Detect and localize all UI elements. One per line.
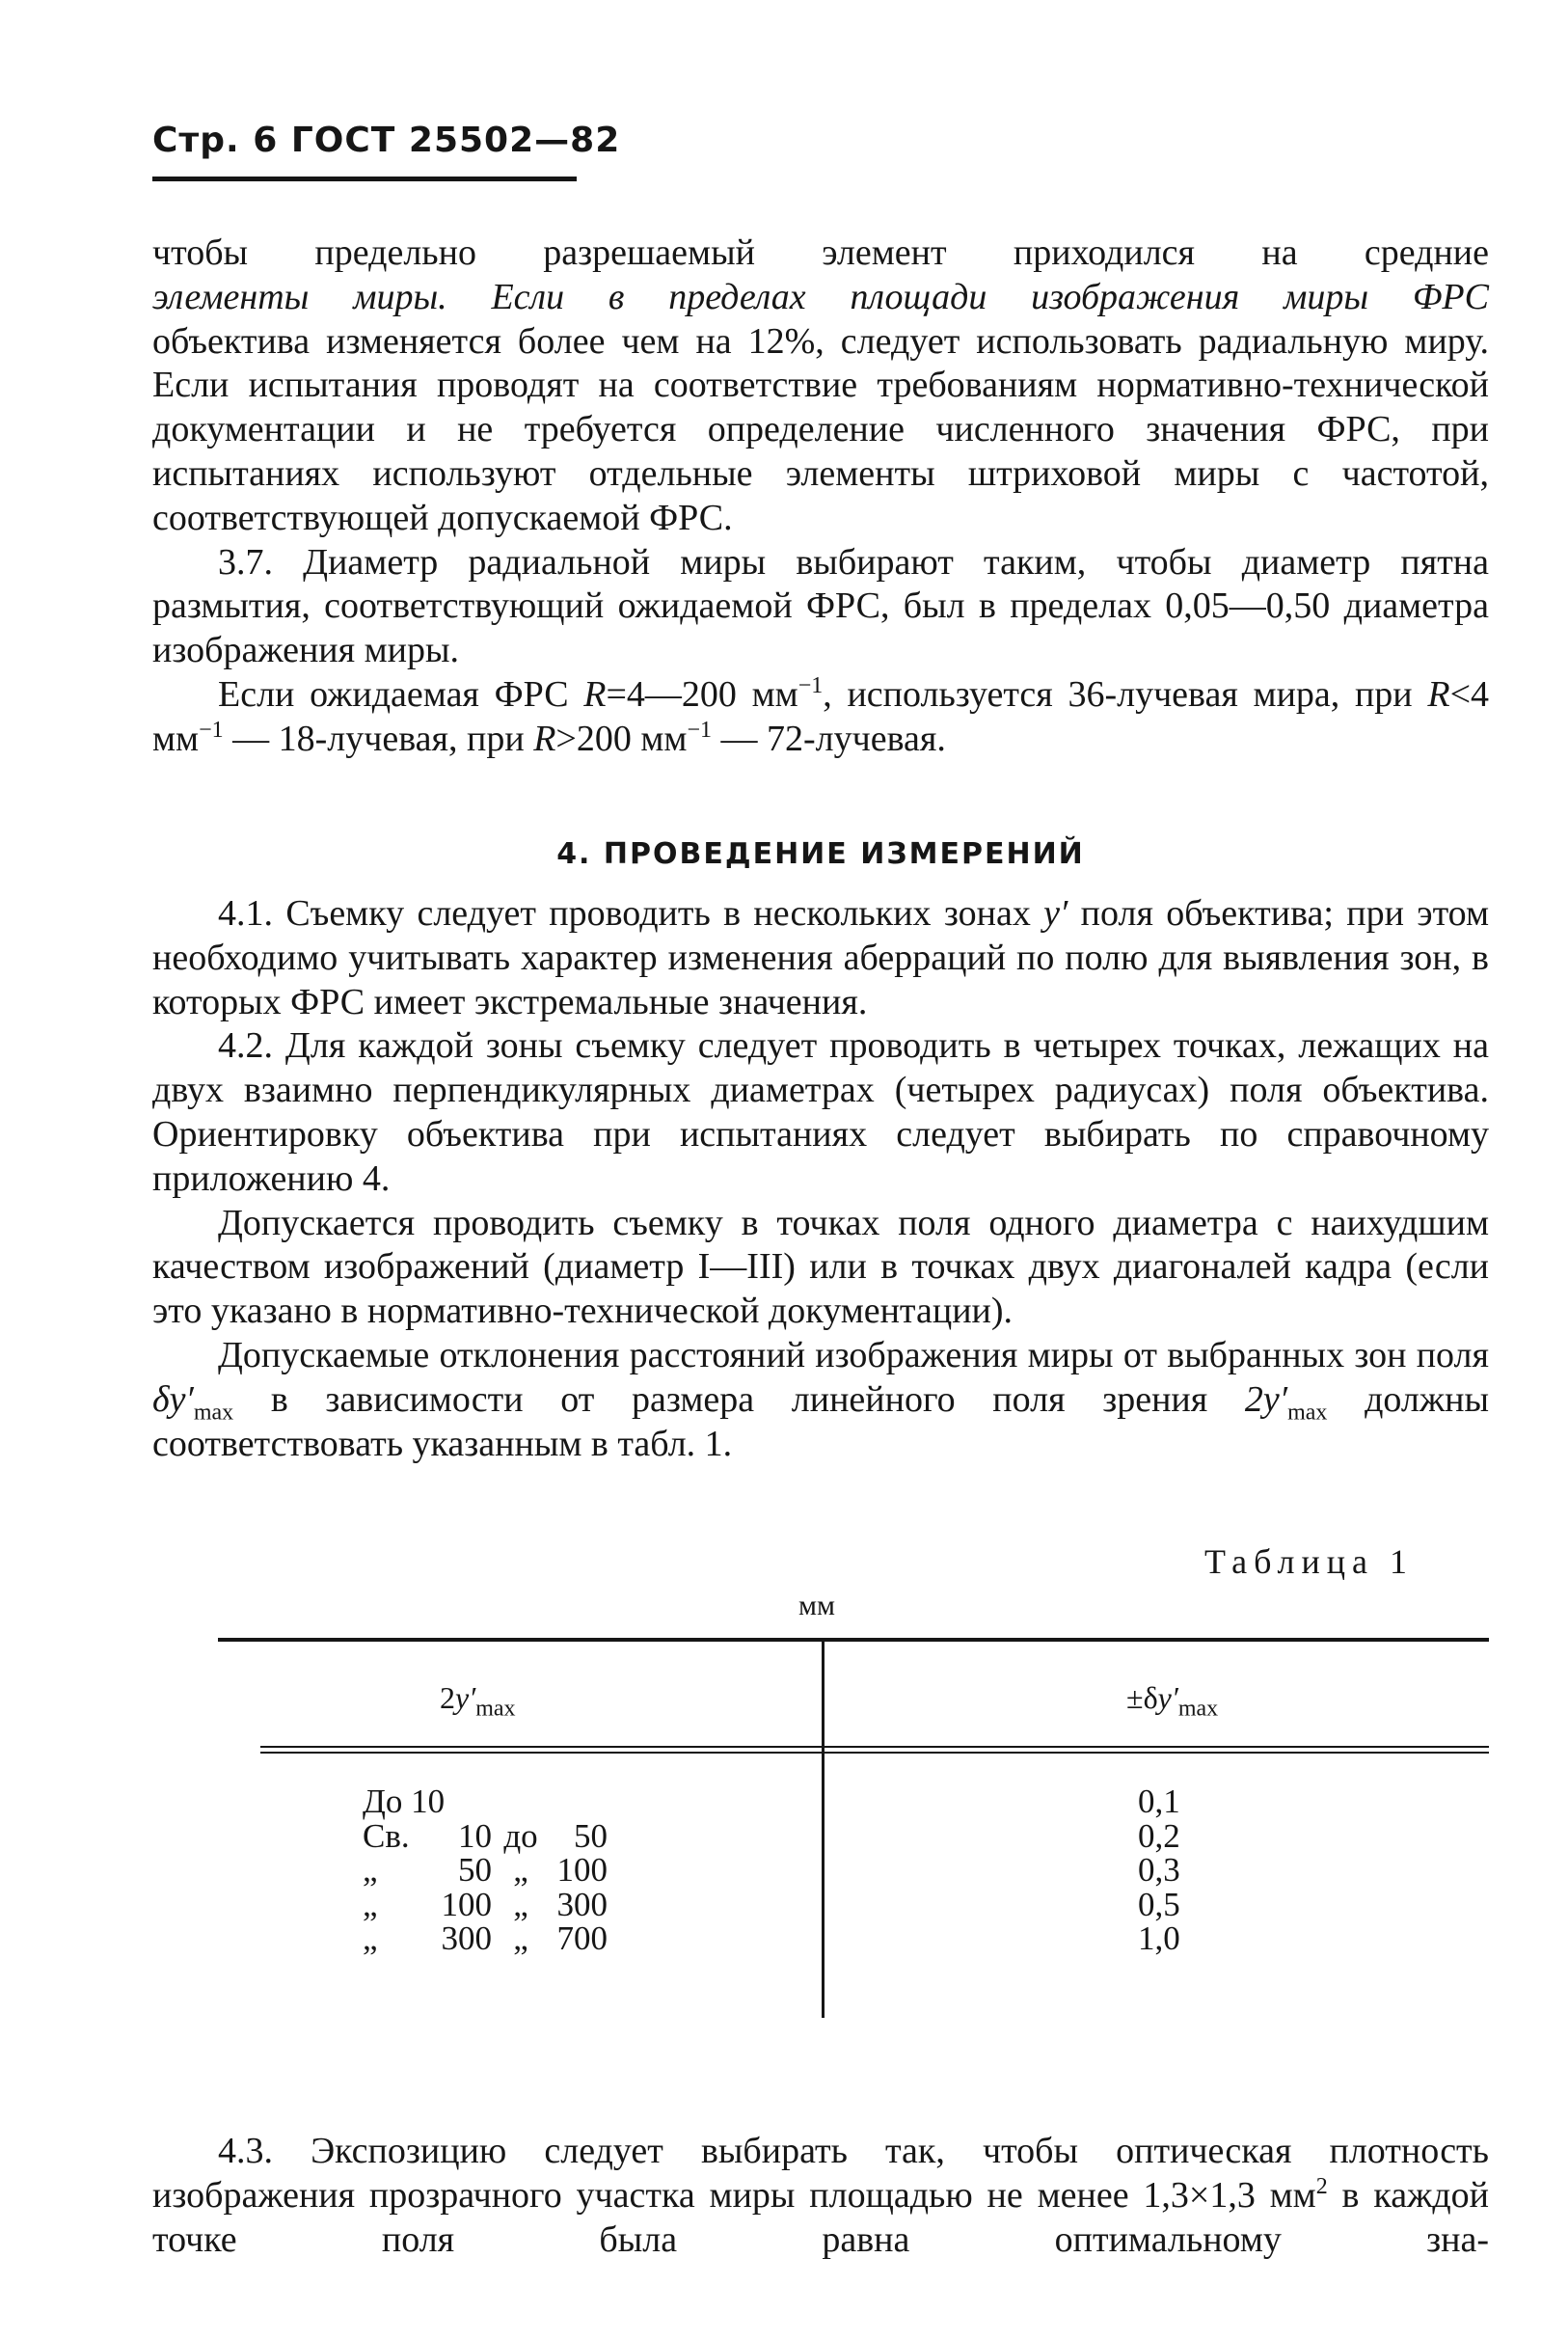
text-run: Если ожидаемая ФРС — [218, 673, 584, 715]
table-header-range — [440, 1680, 516, 1722]
symbol-r: R — [583, 673, 607, 715]
table-cell: „ — [513, 1851, 528, 1889]
table-cell: 50 — [574, 1816, 608, 1855]
table-cell: 300 — [441, 1919, 492, 1957]
table-cell: 0,5 — [1138, 1885, 1180, 1923]
text-run: <4 мм — [152, 673, 1489, 759]
text-run: 2 — [440, 1680, 455, 1715]
paragraph-line: чтобы предельно разрешаемый элемент приходился на средние — [152, 232, 1489, 273]
table-cell: „ — [363, 1851, 378, 1889]
paragraph-3-7: 3.7. Диаметр радиальной миры выбирают таким, чтобы диаметр пятна размытия, соответствующий ожидаемой ФРС, был в пределах 0,05—0,50 диаметра изображения миры. — [152, 541, 1489, 671]
table-header-rule — [260, 1746, 1489, 1748]
superscript: −1 — [687, 717, 712, 743]
text-run: 4.3. Экспозицию следует выбирать так, чтобы оптическая плотность изображения прозрачного участка миры площадью не менее 1,3×1,3 мм — [152, 2131, 1489, 2216]
table-column-divider — [822, 1640, 825, 2018]
table-row — [363, 1784, 608, 1819]
table-header-tolerance — [1126, 1680, 1219, 1722]
table-cell: 0,3 — [1138, 1851, 1180, 1889]
paragraph-allowance: Допускается проводить съемку в точках поля одного диаметра с наихудшим качеством изображений (диаметр I—III) или в точках двух диагоналей кадра (если это указано в нормативно-технической документации). — [152, 1202, 1489, 1332]
table-cell: 300 — [556, 1885, 608, 1923]
subscript: max — [1287, 1400, 1328, 1426]
text-run: — 18-лучевая, при — [223, 718, 534, 759]
superscript: −1 — [798, 672, 824, 698]
body-text-upper — [152, 231, 1489, 762]
symbol-y: y′ — [455, 1680, 476, 1715]
table-cell: 700 — [556, 1919, 608, 1957]
subscript: max — [475, 1696, 516, 1722]
table-cell: 10 — [458, 1816, 492, 1855]
paragraph-4-3 — [152, 2130, 1489, 2262]
table-cell: „ — [363, 1919, 378, 1957]
table-units: мм — [798, 1590, 835, 1621]
table-cell: „ — [513, 1885, 528, 1923]
table-cell: До 10 — [363, 1782, 446, 1820]
superscript: 2 — [1315, 2173, 1328, 2199]
text-run: ±δ — [1126, 1680, 1158, 1715]
paragraph-line-italic — [152, 276, 1489, 320]
superscript: −1 — [199, 717, 224, 743]
table-header-rule — [260, 1752, 1489, 1754]
paragraph-4-2: 4.2. Для каждой зоны съемку следует проводить в четырех точках, лежащих на двух взаимно перпендикулярных диаметрах (четырех радиусах) поля объектива. Ориентировку объектива при испытаниях следует выбирать по справочному приложению 4. — [152, 1025, 1489, 1199]
text-run: поля объектива; при этом необходимо учитывать характер изменения аберраций по полю для выявления зон, в которых ФРС имеет экстремальные значения. — [152, 893, 1489, 1022]
table-column-range — [363, 1784, 608, 1956]
paragraph-ray-count — [152, 673, 1489, 762]
subscript: max — [1177, 1696, 1219, 1722]
table-caption: Таблица 1 — [1204, 1542, 1414, 1581]
text-run: , используется 36-лучевая мира, при — [823, 673, 1428, 715]
table-cell: 1,0 — [1138, 1919, 1180, 1957]
symbol-r: R — [1427, 673, 1450, 715]
symbol-2y: 2y′ — [1244, 1378, 1288, 1420]
section-heading: 4. ПРОВЕДЕНИЕ ИЗМЕРЕНИЙ — [556, 837, 1085, 871]
paragraph-3-6-continued: объектива изменяется более чем на 12%, следует использовать радиальную миру. Если испытания проводят на соответствие требованиям нормативно-технической документации и не требуется определение численного значения ФРС, при испытаниях используют отдельные элементы штриховой миры с частотой, соответствующей допускаемой ФРС. — [152, 320, 1489, 538]
header-rule — [152, 177, 577, 181]
subscript: max — [193, 1400, 234, 1426]
running-head: Стр. 6 ГОСТ 25502—82 — [152, 121, 621, 160]
table-column-tolerance — [1138, 1784, 1180, 1956]
italic-text: элементы миры. Если в пределах площади изображения миры ФРС — [152, 276, 1489, 317]
table-cell: 100 — [556, 1851, 608, 1889]
text-run: в каждой точке поля была равна оптимальному зна- — [152, 2174, 1489, 2260]
table-cell: „ — [513, 1919, 528, 1957]
table-row — [363, 1885, 608, 1923]
table-cell: 0,2 — [1138, 1816, 1180, 1855]
text-run: в зависимости от размера линейного поля зрения — [233, 1378, 1245, 1420]
symbol-y: y′ — [1157, 1680, 1178, 1715]
paragraph-4-1 — [152, 892, 1489, 1024]
table-row — [363, 1816, 608, 1855]
table-row — [363, 1853, 608, 1888]
paragraph-deviations — [152, 1334, 1489, 1466]
table-row — [363, 1921, 608, 1956]
table-cell: Св. — [363, 1816, 410, 1855]
body-text-lower — [152, 2130, 1489, 2262]
symbol-dy: δy′ — [152, 1378, 194, 1420]
symbol-y: y′ — [1043, 893, 1068, 934]
table-cell: до — [503, 1816, 538, 1855]
table-cell: „ — [363, 1885, 378, 1923]
text-run: — 72-лучевая. — [712, 718, 946, 759]
table-top-rule — [218, 1638, 1489, 1642]
text-run: =4—200 мм — [606, 673, 798, 715]
table-cell: 50 — [458, 1851, 492, 1889]
body-text-middle — [152, 892, 1489, 1466]
text-run: должны соответствовать указанным в табл. 1. — [152, 1378, 1489, 1464]
table-cell: 0,1 — [1138, 1782, 1180, 1820]
text-run: 4.1. Съемку следует проводить в нескольких зонах — [218, 893, 1044, 934]
symbol-r: R — [533, 718, 556, 759]
table-cell: 100 — [441, 1885, 492, 1923]
text-run: Допускаемые отклонения расстояний изображения миры от выбранных зон поля — [218, 1334, 1489, 1375]
text-run: >200 мм — [555, 718, 688, 759]
